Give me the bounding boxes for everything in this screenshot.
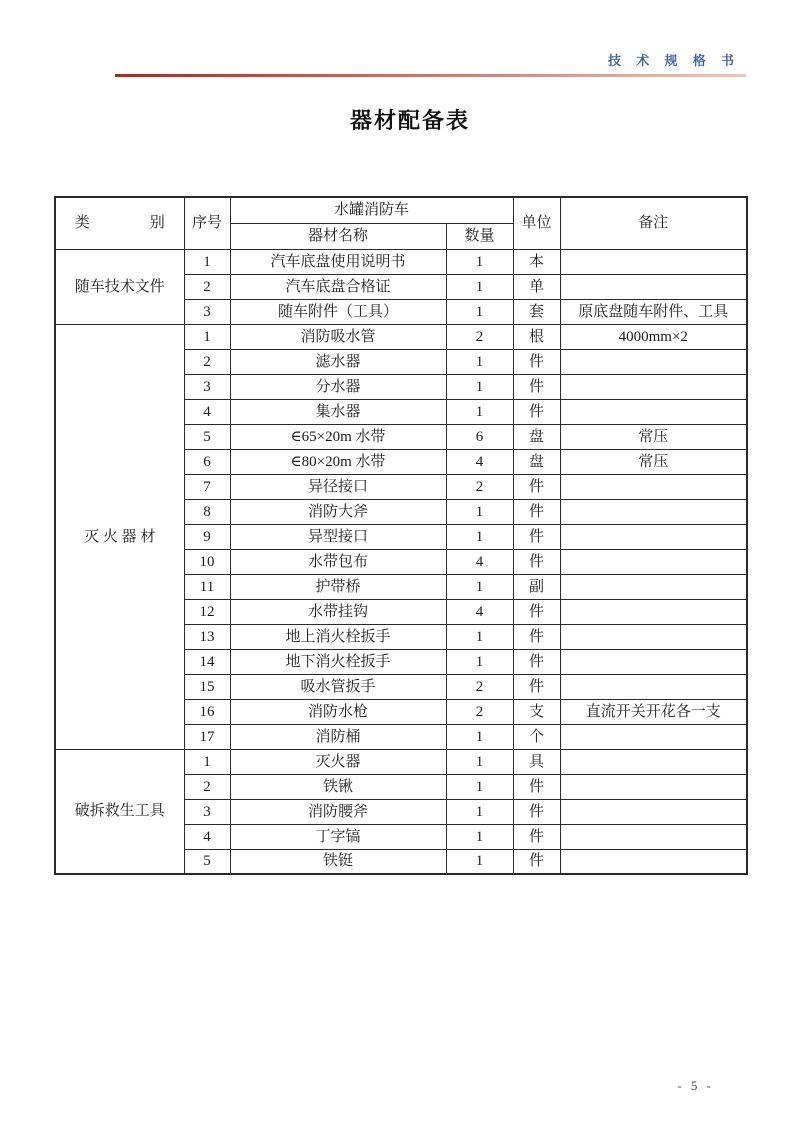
equipment-name-cell: 地上消火栓扳手 bbox=[230, 624, 446, 649]
remark-cell bbox=[560, 499, 747, 524]
unit-cell: 件 bbox=[513, 624, 560, 649]
remark-cell bbox=[560, 749, 747, 774]
header-equipment-name: 器材名称 bbox=[230, 223, 446, 249]
quantity-cell: 1 bbox=[446, 374, 513, 399]
unit-cell: 件 bbox=[513, 374, 560, 399]
quantity-cell: 1 bbox=[446, 749, 513, 774]
equipment-name-cell: 异径接口 bbox=[230, 474, 446, 499]
unit-cell: 单 bbox=[513, 274, 560, 299]
remark-cell bbox=[560, 799, 747, 824]
unit-cell: 件 bbox=[513, 349, 560, 374]
category-cell: 随车技术文件 bbox=[55, 249, 184, 324]
unit-cell: 副 bbox=[513, 574, 560, 599]
table-row bbox=[55, 324, 747, 349]
equipment-name-cell: 集水器 bbox=[230, 399, 446, 424]
serial-cell: 9 bbox=[184, 524, 230, 549]
serial-cell: 1 bbox=[184, 249, 230, 274]
quantity-cell: 4 bbox=[446, 599, 513, 624]
remark-cell: 直流开关开花各一支 bbox=[560, 699, 747, 724]
quantity-cell: 4 bbox=[446, 449, 513, 474]
remark-cell: 常压 bbox=[560, 449, 747, 474]
header-row-1 bbox=[55, 197, 747, 223]
unit-cell: 具 bbox=[513, 749, 560, 774]
equipment-name-cell: 消防大斧 bbox=[230, 499, 446, 524]
equipment-name-cell: 丁字镐 bbox=[230, 824, 446, 849]
unit-cell: 件 bbox=[513, 824, 560, 849]
remark-cell bbox=[560, 349, 747, 374]
serial-cell: 2 bbox=[184, 774, 230, 799]
equipment-name-cell: 铁铤 bbox=[230, 849, 446, 874]
equipment-table-header bbox=[55, 197, 747, 249]
serial-cell: 3 bbox=[184, 299, 230, 324]
quantity-cell: 1 bbox=[446, 299, 513, 324]
unit-cell: 件 bbox=[513, 774, 560, 799]
quantity-cell: 2 bbox=[446, 324, 513, 349]
quantity-cell: 2 bbox=[446, 674, 513, 699]
remark-cell bbox=[560, 549, 747, 574]
serial-cell: 11 bbox=[184, 574, 230, 599]
equipment-name-cell: 汽车底盘合格证 bbox=[230, 274, 446, 299]
unit-cell: 件 bbox=[513, 799, 560, 824]
equipment-table bbox=[54, 196, 748, 875]
serial-cell: 16 bbox=[184, 699, 230, 724]
remark-cell bbox=[560, 824, 747, 849]
unit-cell: 件 bbox=[513, 499, 560, 524]
serial-cell: 3 bbox=[184, 374, 230, 399]
serial-cell: 1 bbox=[184, 324, 230, 349]
header-rule-divider bbox=[115, 74, 746, 77]
unit-cell: 套 bbox=[513, 299, 560, 324]
equipment-name-cell: ∈65×20m 水带 bbox=[230, 424, 446, 449]
quantity-cell: 1 bbox=[446, 724, 513, 749]
remark-cell bbox=[560, 849, 747, 874]
serial-cell: 8 bbox=[184, 499, 230, 524]
remark-cell bbox=[560, 774, 747, 799]
equipment-name-cell: 水带包布 bbox=[230, 549, 446, 574]
unit-cell: 件 bbox=[513, 399, 560, 424]
quantity-cell: 1 bbox=[446, 274, 513, 299]
quantity-cell: 1 bbox=[446, 399, 513, 424]
quantity-cell: 1 bbox=[446, 849, 513, 874]
header-category: 类 别 bbox=[55, 197, 184, 249]
serial-cell: 1 bbox=[184, 749, 230, 774]
serial-cell: 13 bbox=[184, 624, 230, 649]
equipment-name-cell: 汽车底盘使用说明书 bbox=[230, 249, 446, 274]
serial-cell: 3 bbox=[184, 799, 230, 824]
quantity-cell: 1 bbox=[446, 649, 513, 674]
equipment-name-cell: 铁锹 bbox=[230, 774, 446, 799]
header-serial: 序号 bbox=[184, 197, 230, 249]
remark-cell bbox=[560, 474, 747, 499]
quantity-cell: 1 bbox=[446, 774, 513, 799]
serial-cell: 2 bbox=[184, 274, 230, 299]
page-title: 器材配备表 bbox=[349, 108, 470, 133]
unit-cell: 支 bbox=[513, 699, 560, 724]
equipment-name-cell: ∈80×20m 水带 bbox=[230, 449, 446, 474]
header-remarks: 备注 bbox=[560, 197, 747, 249]
quantity-cell: 1 bbox=[446, 799, 513, 824]
serial-cell: 4 bbox=[184, 824, 230, 849]
unit-cell: 件 bbox=[513, 474, 560, 499]
quantity-cell: 1 bbox=[446, 824, 513, 849]
quantity-cell: 1 bbox=[446, 574, 513, 599]
remark-cell bbox=[560, 599, 747, 624]
table-row bbox=[55, 249, 747, 274]
serial-cell: 4 bbox=[184, 399, 230, 424]
remark-cell bbox=[560, 524, 747, 549]
unit-cell: 件 bbox=[513, 849, 560, 874]
unit-cell: 根 bbox=[513, 324, 560, 349]
unit-cell: 盘 bbox=[513, 424, 560, 449]
quantity-cell: 1 bbox=[446, 249, 513, 274]
quantity-cell: 1 bbox=[446, 349, 513, 374]
unit-cell: 件 bbox=[513, 524, 560, 549]
serial-cell: 14 bbox=[184, 649, 230, 674]
category-cell: 灭 火 器 材 bbox=[55, 324, 184, 749]
serial-cell: 5 bbox=[184, 424, 230, 449]
equipment-name-cell: 护带桥 bbox=[230, 574, 446, 599]
header-vehicle-group: 水罐消防车 bbox=[230, 197, 513, 223]
remark-cell bbox=[560, 574, 747, 599]
quantity-cell: 2 bbox=[446, 474, 513, 499]
quantity-cell: 6 bbox=[446, 424, 513, 449]
serial-cell: 10 bbox=[184, 549, 230, 574]
unit-cell: 本 bbox=[513, 249, 560, 274]
remark-cell bbox=[560, 724, 747, 749]
equipment-name-cell: 消防水枪 bbox=[230, 699, 446, 724]
equipment-name-cell: 水带挂钩 bbox=[230, 599, 446, 624]
header-unit: 单位 bbox=[513, 197, 560, 249]
quantity-cell: 2 bbox=[446, 699, 513, 724]
quantity-cell: 4 bbox=[446, 549, 513, 574]
equipment-name-cell: 消防吸水管 bbox=[230, 324, 446, 349]
quantity-cell: 1 bbox=[446, 524, 513, 549]
remark-cell bbox=[560, 649, 747, 674]
serial-cell: 7 bbox=[184, 474, 230, 499]
unit-cell: 个 bbox=[513, 724, 560, 749]
serial-cell: 12 bbox=[184, 599, 230, 624]
unit-cell: 件 bbox=[513, 649, 560, 674]
page-number: - 5 - bbox=[677, 1078, 714, 1093]
remark-cell: 4000mm×2 bbox=[560, 324, 747, 349]
remark-cell bbox=[560, 624, 747, 649]
document-header-label: 技 术 规 格 书 bbox=[607, 53, 740, 68]
equipment-name-cell: 地下消火栓扳手 bbox=[230, 649, 446, 674]
table-row bbox=[55, 749, 747, 774]
header-quantity: 数量 bbox=[446, 223, 513, 249]
serial-cell: 15 bbox=[184, 674, 230, 699]
equipment-name-cell: 消防腰斧 bbox=[230, 799, 446, 824]
quantity-cell: 1 bbox=[446, 624, 513, 649]
remark-cell bbox=[560, 374, 747, 399]
remark-cell bbox=[560, 399, 747, 424]
equipment-name-cell: 异型接口 bbox=[230, 524, 446, 549]
equipment-name-cell: 吸水管扳手 bbox=[230, 674, 446, 699]
serial-cell: 5 bbox=[184, 849, 230, 874]
equipment-name-cell: 灭火器 bbox=[230, 749, 446, 774]
unit-cell: 件 bbox=[513, 549, 560, 574]
category-cell: 破拆救生工具 bbox=[55, 749, 184, 874]
remark-cell bbox=[560, 249, 747, 274]
equipment-table-body bbox=[55, 249, 747, 874]
quantity-cell: 1 bbox=[446, 499, 513, 524]
equipment-name-cell: 滤水器 bbox=[230, 349, 446, 374]
remark-cell: 原底盘随车附件、工具 bbox=[560, 299, 747, 324]
equipment-name-cell: 消防桶 bbox=[230, 724, 446, 749]
serial-cell: 17 bbox=[184, 724, 230, 749]
unit-cell: 件 bbox=[513, 674, 560, 699]
unit-cell: 盘 bbox=[513, 449, 560, 474]
remark-cell: 常压 bbox=[560, 424, 747, 449]
unit-cell: 件 bbox=[513, 599, 560, 624]
remark-cell bbox=[560, 274, 747, 299]
serial-cell: 2 bbox=[184, 349, 230, 374]
remark-cell bbox=[560, 674, 747, 699]
equipment-name-cell: 分水器 bbox=[230, 374, 446, 399]
serial-cell: 6 bbox=[184, 449, 230, 474]
equipment-name-cell: 随车附件（工具） bbox=[230, 299, 446, 324]
